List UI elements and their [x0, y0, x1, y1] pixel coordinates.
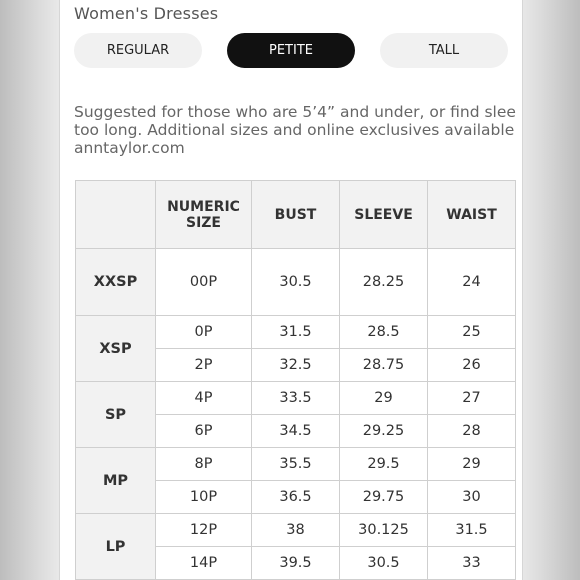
column-header — [76, 181, 156, 249]
numeric-size: 2P — [156, 349, 252, 382]
bust-value: 32.5 — [252, 349, 340, 382]
size-table — [75, 180, 516, 580]
sleeve-value: 28.5 — [340, 316, 428, 349]
table-row — [76, 514, 516, 547]
size-description — [74, 103, 523, 157]
waist-value: 25 — [428, 316, 516, 349]
waist-value: 30 — [428, 481, 516, 514]
numeric-size: 4P — [156, 382, 252, 415]
size-label: MP — [76, 448, 156, 514]
size-chart-panel — [59, 0, 523, 580]
size-label: SP — [76, 382, 156, 448]
table-row — [76, 448, 516, 481]
sleeve-value: 30.5 — [340, 547, 428, 580]
waist-value: 24 — [428, 249, 516, 316]
description-line: anntaylor.com — [74, 139, 185, 157]
panel-title: Women's Dresses — [74, 4, 219, 23]
bust-value: 38 — [252, 514, 340, 547]
tab-regular[interactable]: REGULAR — [74, 33, 202, 68]
waist-value: 28 — [428, 415, 516, 448]
column-header-sleeve: SLEEVE — [340, 181, 428, 249]
bust-value: 35.5 — [252, 448, 340, 481]
numeric-size: 0P — [156, 316, 252, 349]
column-header-bust: BUST — [252, 181, 340, 249]
tab-petite[interactable]: PETITE — [227, 33, 355, 68]
sleeve-value: 29 — [340, 382, 428, 415]
sleeve-value: 30.125 — [340, 514, 428, 547]
numeric-size: 14P — [156, 547, 252, 580]
size-label: XXSP — [76, 249, 156, 316]
table-row — [76, 316, 516, 349]
bust-value: 30.5 — [252, 249, 340, 316]
tab-tall[interactable]: TALL — [380, 33, 508, 68]
description-line: too long. Additional sizes and online exclusives available — [74, 121, 515, 139]
waist-value: 29 — [428, 448, 516, 481]
bust-value: 36.5 — [252, 481, 340, 514]
table-row — [76, 382, 516, 415]
sleeve-value: 29.5 — [340, 448, 428, 481]
sleeve-value: 28.75 — [340, 349, 428, 382]
bust-value: 33.5 — [252, 382, 340, 415]
waist-value: 33 — [428, 547, 516, 580]
bust-value: 39.5 — [252, 547, 340, 580]
bust-value: 34.5 — [252, 415, 340, 448]
bust-value: 31.5 — [252, 316, 340, 349]
waist-value: 31.5 — [428, 514, 516, 547]
waist-value: 26 — [428, 349, 516, 382]
column-header-label: NUMERIC SIZE — [167, 198, 240, 231]
size-label: XSP — [76, 316, 156, 382]
numeric-size: 12P — [156, 514, 252, 547]
column-header-numeric-size — [156, 181, 252, 249]
numeric-size: 6P — [156, 415, 252, 448]
numeric-size: 8P — [156, 448, 252, 481]
table-row — [76, 249, 516, 316]
sleeve-value: 29.25 — [340, 415, 428, 448]
table-header-row — [76, 181, 516, 249]
sleeve-value: 29.75 — [340, 481, 428, 514]
numeric-size: 00P — [156, 249, 252, 316]
description-line: Suggested for those who are 5’4” and under, or find slee — [74, 103, 516, 121]
sleeve-value: 28.25 — [340, 249, 428, 316]
waist-value: 27 — [428, 382, 516, 415]
column-header-waist: WAIST — [428, 181, 516, 249]
numeric-size: 10P — [156, 481, 252, 514]
size-label: LP — [76, 514, 156, 580]
